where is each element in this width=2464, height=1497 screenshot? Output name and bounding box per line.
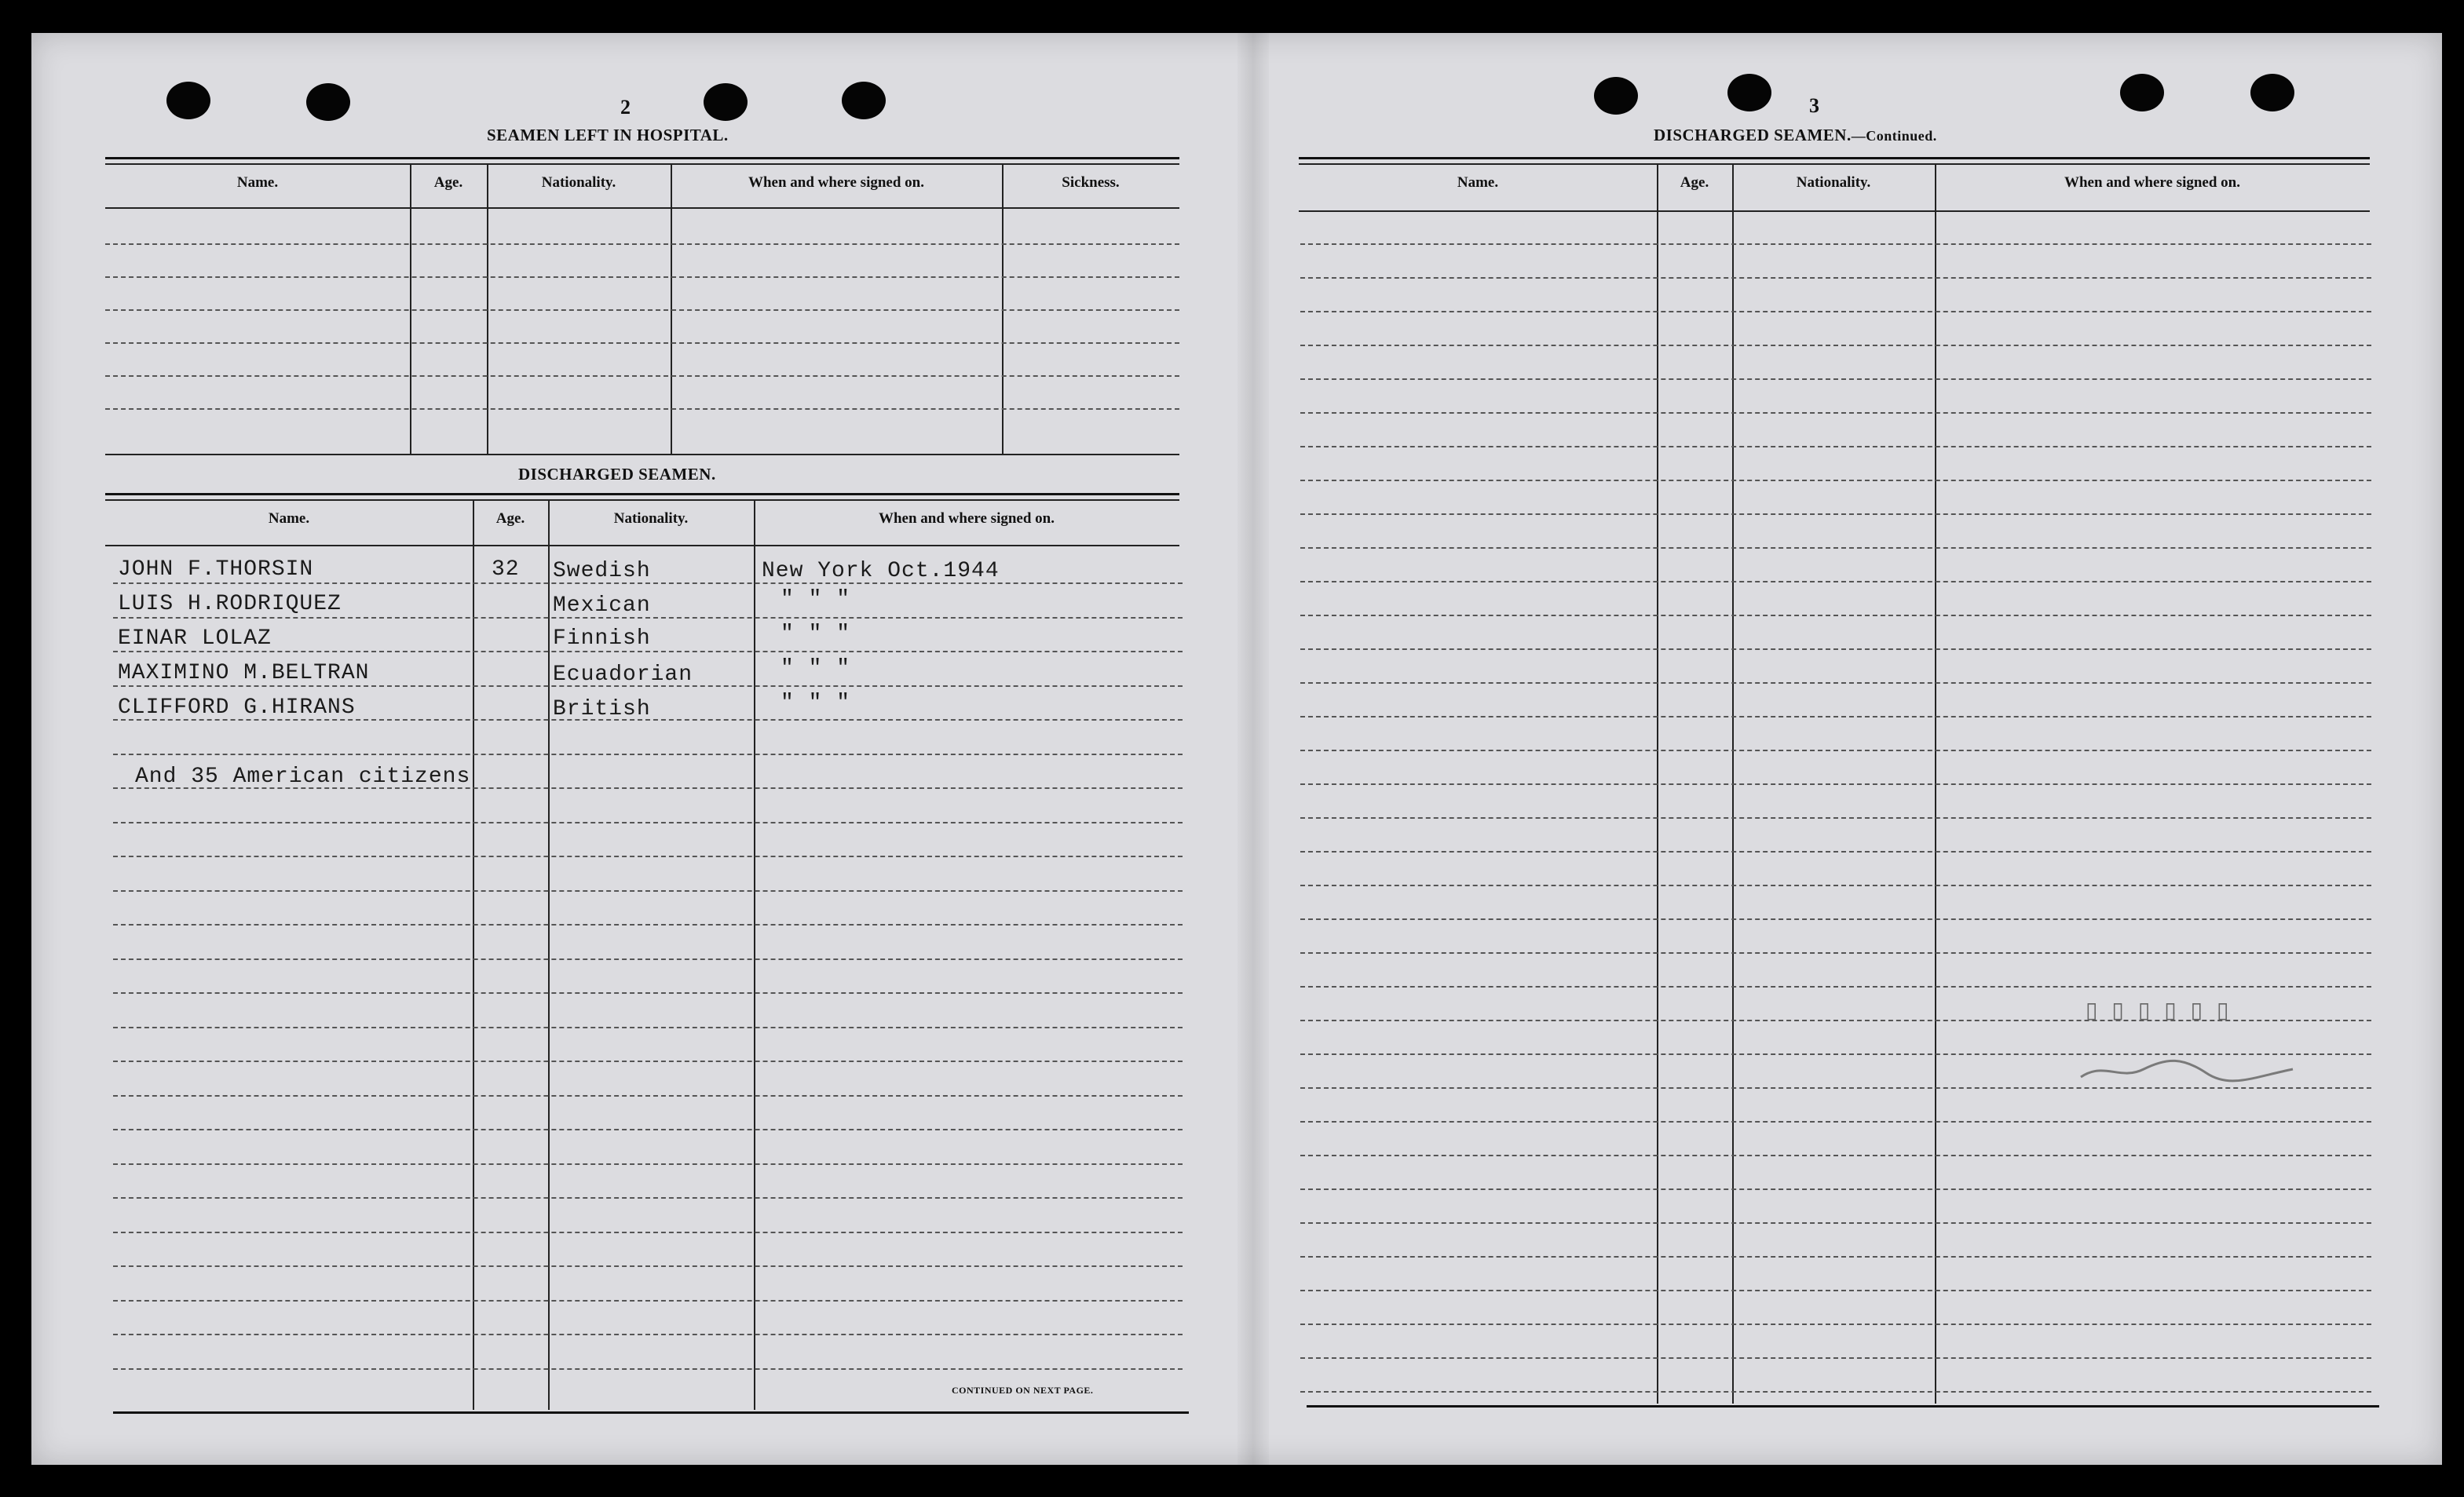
right-top-rule-2 xyxy=(1299,163,2370,165)
row-line xyxy=(1300,1256,2371,1258)
table-row-age: 32 xyxy=(492,557,520,582)
table-row-name: CLIFFORD G.HIRANS xyxy=(118,696,356,720)
row-line xyxy=(1300,1188,2371,1190)
discharged-header-rule xyxy=(105,545,1179,546)
hospital-row-line xyxy=(105,276,1179,278)
hospital-col-divider xyxy=(671,163,672,454)
right-header-nationality: Nationality. xyxy=(1796,174,1871,191)
row-line xyxy=(1300,1391,2371,1393)
row-line xyxy=(113,1197,1183,1199)
right-header-name: Name. xyxy=(1457,174,1499,191)
hospital-header-age: Age. xyxy=(433,174,463,191)
punch-hole xyxy=(2120,74,2164,111)
discharged-col-divider xyxy=(473,499,474,1410)
table-row-signed-on: " " " xyxy=(781,691,851,715)
hospital-row-line xyxy=(105,309,1179,311)
punch-hole xyxy=(2250,74,2294,111)
row-line xyxy=(1300,1357,2371,1359)
hospital-top-rule-2 xyxy=(105,163,1179,165)
row-line xyxy=(113,1300,1183,1302)
discharged-continued-title-main: DISCHARGED SEAMEN. xyxy=(1654,126,1852,144)
row-line xyxy=(1300,1222,2371,1224)
row-line xyxy=(113,856,1183,857)
row-line xyxy=(113,958,1183,960)
page-number-left: 2 xyxy=(620,96,631,119)
faint-signature-mark xyxy=(2073,1046,2309,1093)
hospital-bottom-rule xyxy=(105,454,1179,455)
row-line xyxy=(1300,783,2371,785)
table-row-nationality: British xyxy=(553,697,651,721)
hospital-row-line xyxy=(105,375,1179,377)
row-line xyxy=(113,992,1183,994)
row-line xyxy=(1300,480,2371,481)
row-line xyxy=(113,1095,1183,1097)
discharged-header-signed-on: When and where signed on. xyxy=(878,510,1055,527)
row-line xyxy=(1300,1121,2371,1123)
hospital-row-line xyxy=(105,408,1179,410)
table-row-signed-on: New York Oct.1944 xyxy=(762,559,1000,583)
discharged-top-rule-2 xyxy=(105,499,1179,501)
discharged-note: And 35 American citizens xyxy=(135,765,471,789)
row-line xyxy=(113,1163,1183,1165)
hospital-col-divider xyxy=(410,163,411,454)
row-line xyxy=(1300,885,2371,886)
table-row-signed-on: " " " xyxy=(781,622,851,646)
table-row-name: JOHN F.THORSIN xyxy=(118,557,314,582)
row-line xyxy=(113,1129,1183,1130)
row-line xyxy=(1300,817,2371,819)
discharged-top-rule xyxy=(105,493,1179,495)
row-line xyxy=(1300,378,2371,380)
discharged-col-divider xyxy=(754,499,755,1410)
row-line xyxy=(113,1368,1183,1370)
row-line xyxy=(1300,986,2371,988)
row-line xyxy=(113,1232,1183,1233)
discharged-title: DISCHARGED SEAMEN. xyxy=(518,465,716,484)
row-line xyxy=(1300,547,2371,549)
table-row-nationality: Mexican xyxy=(553,593,651,618)
row-line xyxy=(113,651,1183,652)
page-number-right: 3 xyxy=(1809,94,1819,117)
table-row-nationality: Ecuadorian xyxy=(553,663,693,687)
right-header-age: Age. xyxy=(1680,174,1709,191)
hospital-header-signed-on: When and where signed on. xyxy=(748,174,924,191)
right-top-rule xyxy=(1299,157,2370,159)
row-line xyxy=(1300,851,2371,853)
punch-hole xyxy=(704,83,748,121)
punch-hole xyxy=(306,83,350,121)
table-row-name: MAXIMINO M.BELTRAN xyxy=(118,661,370,685)
row-line xyxy=(1300,446,2371,447)
row-line xyxy=(1300,345,2371,346)
punch-hole xyxy=(166,82,210,119)
discharged-bottom-rule xyxy=(113,1411,1189,1414)
row-line xyxy=(1300,412,2371,414)
row-line xyxy=(113,1027,1183,1028)
discharged-header-name: Name. xyxy=(268,510,310,527)
punch-hole xyxy=(842,82,886,119)
hospital-col-divider xyxy=(487,163,488,454)
row-line xyxy=(1300,1290,2371,1291)
row-line xyxy=(113,890,1183,892)
row-line xyxy=(1300,682,2371,684)
continued-footer: CONTINUED ON NEXT PAGE. xyxy=(952,1385,1094,1396)
punch-hole xyxy=(1594,77,1638,115)
discharged-continued-title xyxy=(1654,126,1937,145)
row-line xyxy=(1300,243,2371,245)
row-line xyxy=(113,1061,1183,1062)
punch-hole xyxy=(1727,74,1771,111)
right-bottom-rule xyxy=(1307,1405,2379,1408)
hospital-title: SEAMEN LEFT IN HOSPITAL. xyxy=(487,126,729,144)
right-header-rule xyxy=(1299,210,2370,212)
row-line xyxy=(1300,1155,2371,1156)
row-line xyxy=(113,924,1183,926)
faint-stamp-mark: ▯▯▯▯▯▯ xyxy=(2086,998,2243,1022)
discharged-continued-suffix: —Continued. xyxy=(1851,128,1937,144)
hospital-row-line xyxy=(105,342,1179,344)
hospital-header-name: Name. xyxy=(236,174,279,191)
table-row-name: LUIS H.RODRIQUEZ xyxy=(118,592,342,616)
discharged-col-divider xyxy=(548,499,550,1410)
discharged-header-age: Age. xyxy=(495,510,525,527)
row-line xyxy=(1300,952,2371,954)
hospital-header-rule xyxy=(105,207,1179,209)
row-line xyxy=(113,754,1183,755)
row-line xyxy=(1300,311,2371,312)
table-row-signed-on: " " " xyxy=(781,656,851,681)
hospital-top-rule xyxy=(105,157,1179,159)
table-row-nationality: Finnish xyxy=(553,626,651,651)
hospital-header-sickness: Sickness. xyxy=(1062,174,1120,191)
row-line xyxy=(1300,277,2371,279)
table-row-nationality: Swedish xyxy=(553,559,651,583)
right-header-signed-on: When and where signed on. xyxy=(2064,174,2240,191)
row-line xyxy=(1300,615,2371,616)
document-sheet xyxy=(31,33,2442,1465)
page-fold xyxy=(1237,33,1269,1465)
hospital-header-nationality: Nationality. xyxy=(541,174,616,191)
hospital-row-line xyxy=(105,243,1179,245)
discharged-header-nationality: Nationality. xyxy=(613,510,689,527)
row-line xyxy=(113,1334,1183,1335)
row-line xyxy=(1300,513,2371,515)
row-line xyxy=(1300,918,2371,920)
table-row-name: EINAR LOLAZ xyxy=(118,626,272,651)
row-line xyxy=(1300,1324,2371,1325)
row-line xyxy=(1300,648,2371,650)
row-line xyxy=(1300,581,2371,582)
row-line xyxy=(1300,716,2371,717)
hospital-col-divider xyxy=(1002,163,1004,454)
table-row-signed-on: " " " xyxy=(781,587,851,612)
row-line xyxy=(1300,750,2371,751)
row-line xyxy=(113,822,1183,823)
row-line xyxy=(113,1265,1183,1267)
